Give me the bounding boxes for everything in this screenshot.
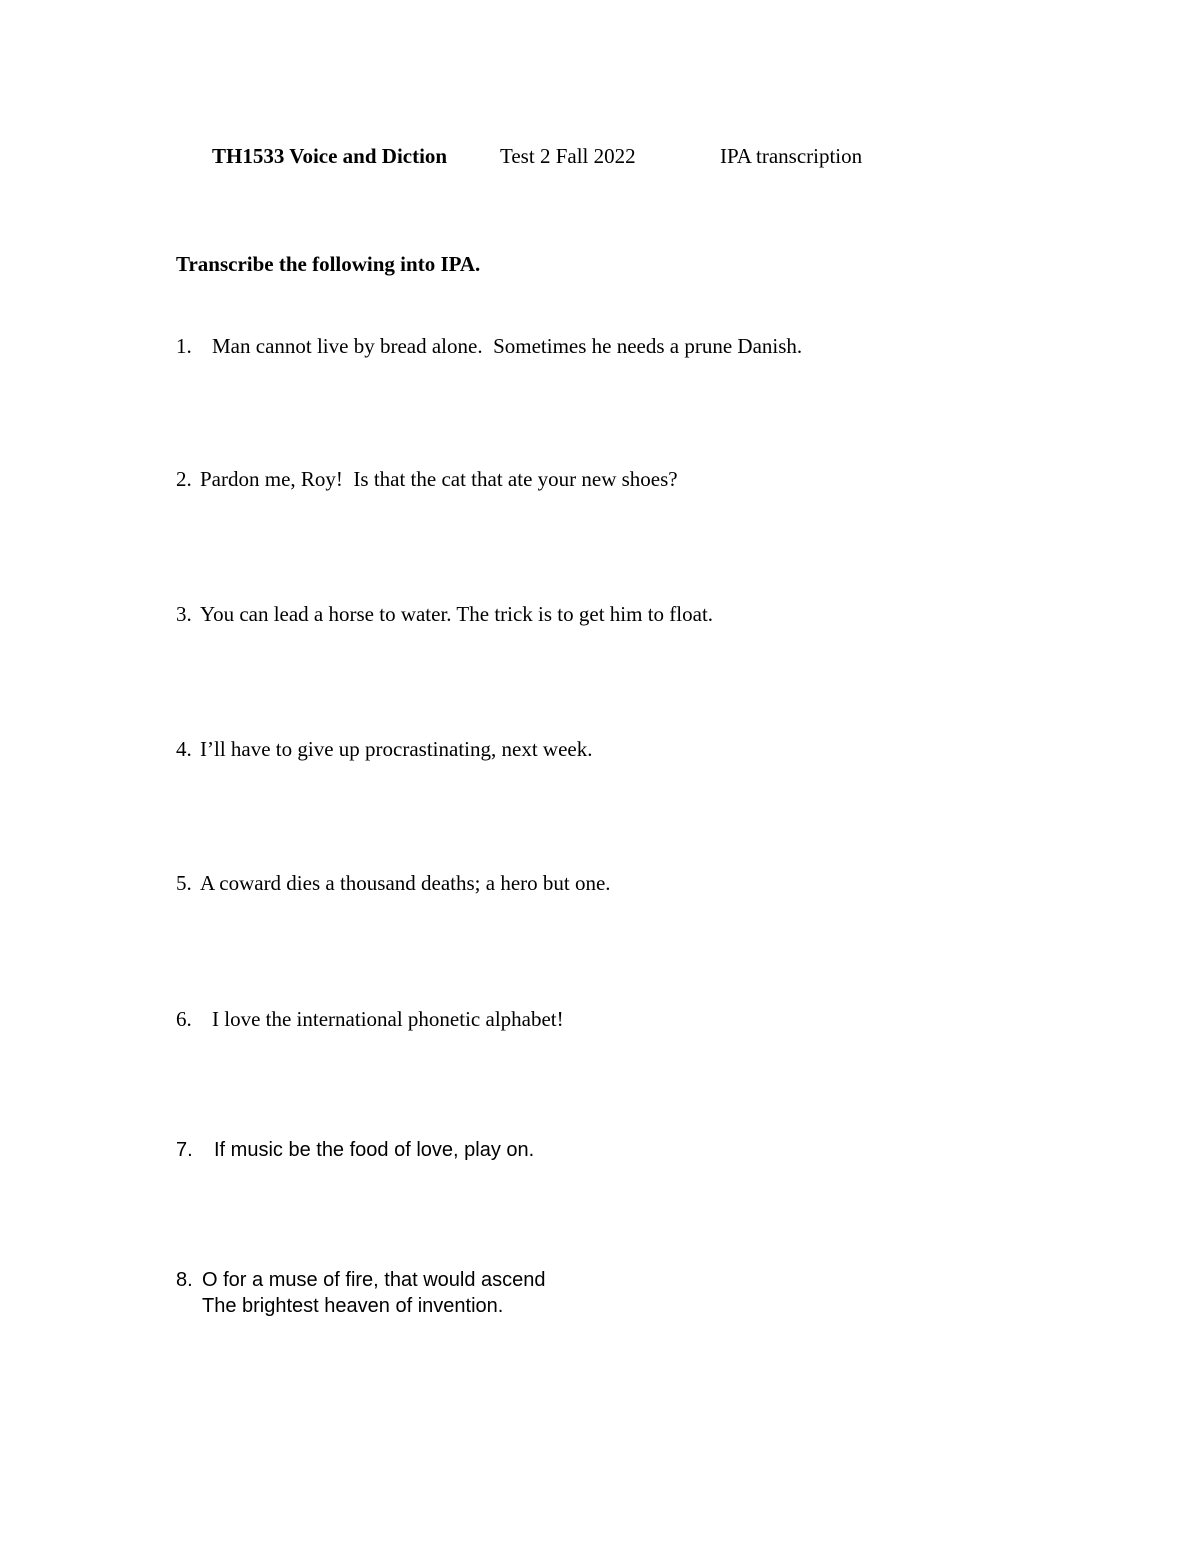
test-label: Test 2 Fall 2022 [500,144,636,168]
course-title: TH1533 Voice and Diction [212,144,448,168]
question-text: I’ll have to give up procrastinating, next week. [200,737,593,761]
question-number: 1. [176,334,192,358]
question-text: You can lead a horse to water. The trick is to get him to float. [200,602,714,626]
topic-label: IPA transcription [720,144,863,168]
question-text: Pardon me, Roy! Is that the cat that ate your new shoes? [200,467,678,491]
question-number: 6. [176,1007,192,1031]
question-number: 5. [176,871,192,895]
question-number: 4. [176,737,192,761]
question-text-continued: The brightest heaven of invention. [202,1295,504,1317]
question-number: 7. [176,1139,193,1161]
question-number: 2. [176,467,192,491]
question-text: Man cannot live by bread alone. Sometimes he needs a prune Danish. [212,334,803,358]
instruction-text: Transcribe the following into IPA. [176,252,481,276]
question-text: I love the international phonetic alphabet! [212,1007,564,1031]
question-text: A coward dies a thousand deaths; a hero but one. [200,871,611,895]
question-text: O for a muse of fire, that would ascend [202,1269,546,1291]
question-number: 3. [176,602,192,626]
question-text: If music be the food of love, play on. [214,1139,535,1161]
question-number: 8. [176,1269,193,1291]
